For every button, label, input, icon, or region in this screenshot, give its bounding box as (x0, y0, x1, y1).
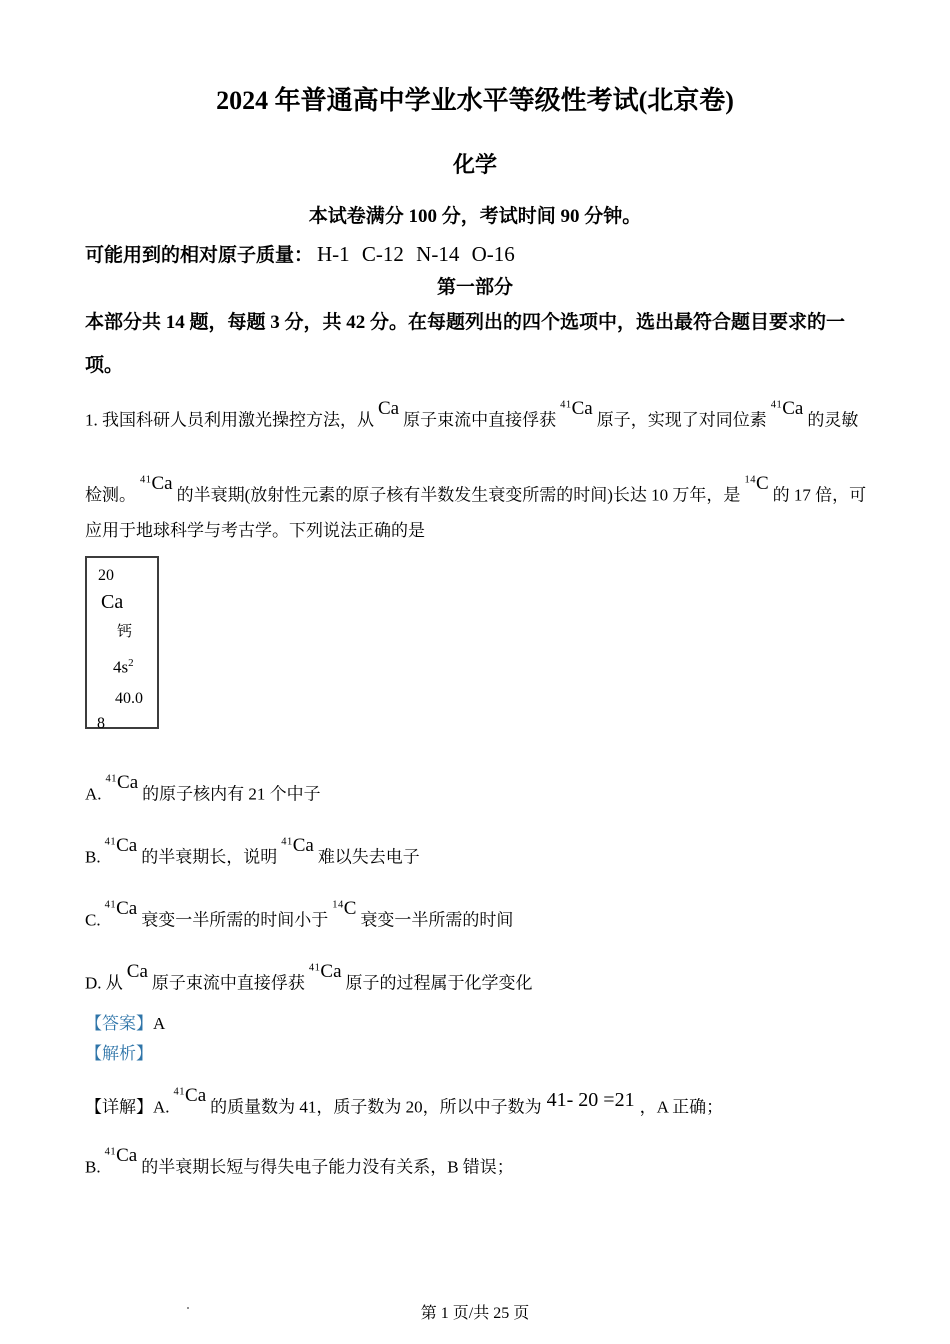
element-symbol: Ca (101, 591, 124, 613)
option-a (85, 771, 865, 808)
text-run: C. (85, 910, 101, 930)
element-name: 钙 (117, 624, 133, 640)
question-1-stem-line-1 (85, 397, 865, 434)
analysis-line (85, 1041, 865, 1067)
text-run: 【详解】A. (85, 1097, 170, 1117)
text-run: 【答案】 (85, 1014, 153, 1033)
isotope-notation: Ca (126, 960, 148, 982)
text-run: 的原子核内有 21 个中子 (142, 784, 321, 804)
section-title: 第一部分 (436, 277, 513, 298)
isotope-notation: $^{41}$Ca (281, 834, 314, 856)
text-run: D. 从 (85, 973, 123, 993)
text-run: ，A 正确； (639, 1097, 724, 1117)
atomic-mass-line (85, 240, 865, 267)
text-run: 原子束流中直接俘获 (151, 973, 305, 993)
atomic-mass-label: 可能用到的相对原子质量： (85, 245, 314, 266)
isotope-notation: $^{41}$Ca (308, 960, 342, 982)
isotope-notation: $^{41}$Ca (770, 397, 804, 419)
text-run: 原子束流中直接俘获 (403, 410, 557, 430)
exam-title: 2024 年普通高中学业水平等级性考试(北京卷) (216, 86, 734, 115)
text-run: B. (85, 1157, 101, 1177)
element-atomic-mass-line-2: 8 (97, 714, 105, 732)
isotope-notation: $^{14}$C (332, 897, 357, 919)
text-run: 衰变一半所需的时间 (360, 910, 514, 930)
isotope-notation: $^{41}$Ca (105, 771, 139, 793)
text-run: 原子的过程属于化学变化 (345, 973, 533, 993)
text-run: 【解析】 (85, 1044, 153, 1063)
text-run: A. (85, 784, 102, 804)
atomic-mass-values: H-1 C-12 N-14 O-16 (317, 242, 515, 266)
text-run: 的质量数为 41，质子数为 20，所以中子数为 (210, 1097, 542, 1117)
page-footer (85, 1300, 865, 1323)
detail-line-2 (85, 1144, 865, 1181)
isotope-notation: $^{14}$C (744, 472, 769, 494)
element-info-box (85, 556, 159, 732)
text-run: 的 17 倍，可 (772, 485, 867, 505)
text-run: 的半衰期长，说明 (141, 847, 278, 867)
text-run: 1. 我国科研人员利用激光操控方法，从 (85, 410, 374, 430)
section-intro-line-2: 项。 (85, 355, 124, 376)
isotope-notation: $^{41}$Ca (560, 397, 593, 419)
question-1-stem-line-3 (85, 518, 865, 544)
question-1-stem-line-2 (85, 472, 867, 509)
text-run: 原子，实现了对同位素 (596, 410, 767, 430)
isotope-notation: Ca (378, 397, 400, 419)
text-run: 检测。 (85, 485, 136, 505)
math-formula: 41- 20 =21 (546, 1088, 635, 1111)
text-run: 难以失去电子 (317, 847, 420, 867)
isotope-notation: $^{41}$Ca (104, 897, 138, 919)
exam-info: 本试卷满分 100 分，考试时间 90 分钟。 (308, 206, 642, 227)
section-intro-line-1: 本部分共 14 题，每题 3 分，共 42 分。在每题列出的四个选项中，选出最符合题目要求的一 (85, 312, 846, 333)
element-atomic-mass-line-1: 40.0 (115, 689, 143, 707)
detail-line-1 (85, 1084, 865, 1121)
text-run: A (153, 1014, 166, 1033)
isotope-notation: $^{41}$Ca (104, 834, 138, 856)
option-d (85, 960, 865, 997)
answer-line (85, 1011, 865, 1037)
isotope-notation: $^{41}$Ca (173, 1084, 207, 1106)
text-run: 的半衰期长短与得失电子能力没有关系，B 错误； (141, 1157, 514, 1177)
isotope-notation: $^{41}$Ca (104, 1144, 138, 1166)
subject-title: 化学 (452, 152, 497, 177)
text-run: 的灵敏 (807, 410, 859, 430)
text-run: 应用于地球科学与考古学。下列说法正确的是 (85, 521, 425, 540)
element-electron-config: $4s^2$ (113, 657, 134, 677)
isotope-notation: $^{41}$Ca (140, 472, 173, 494)
text-run: 的半衰期(放射性元素的原子核有半数发生衰变所需的时间)长达 10 万年，是 (176, 485, 741, 505)
element-atomic-number: 20 (98, 567, 114, 584)
option-b (85, 834, 865, 871)
page-artifact-dot (187, 1307, 189, 1309)
text-run: B. (85, 847, 101, 867)
page-number-indicator: 第 1 页/共 25 页 (420, 1305, 530, 1322)
option-c (85, 897, 865, 934)
text-run: 衰变一半所需的时间小于 (141, 910, 329, 930)
